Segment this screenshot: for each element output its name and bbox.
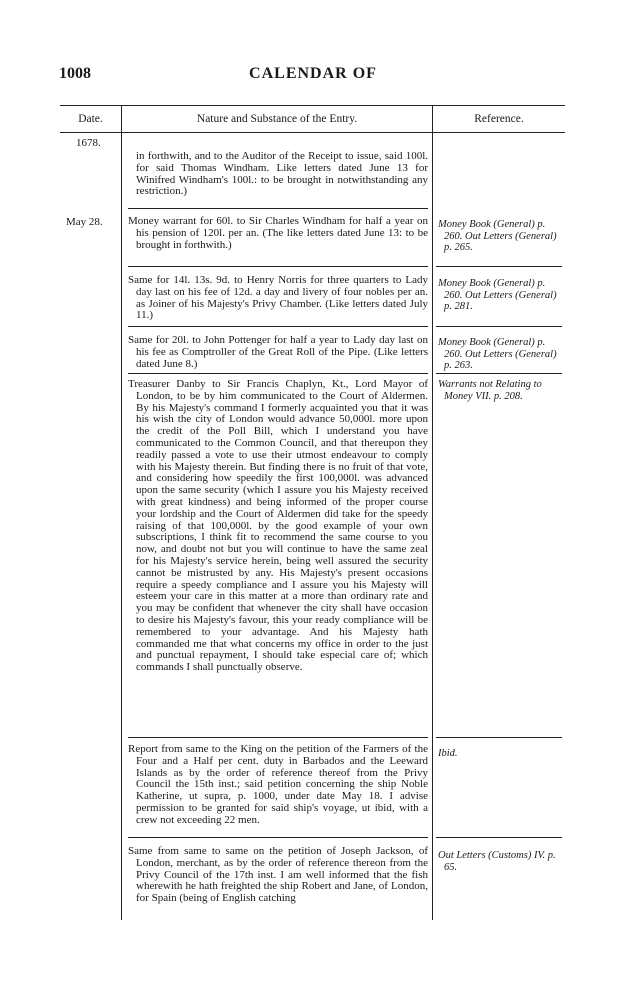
entry-text: Same for 14l. 13s. 9d. to Henry Norris for three quarters to Lady day last on his fee of 12d. a day and livery of four nobles per an. as Joiner of his Majesty's Privy Chamber. (Like letters dated July 11.) [128,274,428,322]
entry-text: Same from same to same on the petition of Joseph Jackson, of London, merchant, as by the order of reference thereon from the Privy Council of the 17th inst. I am well informed that the fish wherewith he hath freighted the ship Robert and Jane, of London, for Spain (being of English catching [128,845,428,905]
reference-divider [436,737,562,738]
page-number: 1008 [59,65,91,82]
running-title: CALENDAR OF [249,65,377,82]
reference-divider [436,326,562,327]
column-heading-nature: Nature and Substance of the Entry. [196,113,358,125]
reference-divider [436,837,562,838]
entry-date: May 28. [66,216,103,228]
column-heading-date: Date. [78,113,103,125]
entry-divider [128,373,428,374]
entry-reference: Money Book (General) p. 260. Out Letters (General) p. 265. [438,219,557,253]
entry-text: Treasurer Danby to Sir Francis Chaplyn, Kt., Lord Mayor of London, to be by him communicated to the Court of Aldermen. By his Majesty's command I formerly acquainted you that it was his wish the city of London would advance 50,000l. more upon the credit of the Poll Bill, which I understand you have communicated to the Common Council, and that thereupon they readily passed a vote to use their utmost endeavour to comply with his Majesty therein. But finding there is no fruit of that vote, and considering how speedily the first 100,000l. was advanced upon the same security (which I assure you his Majesty received with great kindness) and being informed of the proper course your lordship and the Court of Aldermen did take for the speedy raising of that 100,000l. by the good example of your own subscriptions, I think fit to recommend the same course to you now, and doubt not but you will continue to have the same zeal for his Majesty's service herein, being well assured the security cannot be mistrusted by any. His Majesty's present occasions require a speedy compliance and I assure you his Majesty will esteem your care in this matter at a more than ordinary rate and you may be confident that whenever the city shall have occasion to desire his Majesty's favour, this your ready compliance will be remembered to your advantage. And his Majesty hath commanded me that what concerns my office in order to the just and punctual repayment, I should take especial care of; which commands I shall punctually observe. [128,378,428,674]
entry-reference: Ibid. [438,748,458,759]
entry-text: Money warrant for 60l. to Sir Charles Windham for half a year on his pension of 120l. per an. (The like letters dated June 13: to be brought in forthwith.) [128,215,428,251]
entry-reference: Money Book (General) p. 260. Out Letters (General) p. 263. [438,337,557,371]
reference-divider [436,373,562,374]
year-label: 1678. [76,137,101,149]
entry-reference: Money Book (General) p. 260. Out Letters (General) p. 281. [438,278,557,312]
table-top-rule [60,105,565,106]
entry-text: in forthwith, and to the Auditor of the Receipt to issue, said 100l. for said Thomas Windham. Like letters dated June 13 for Winifred Windham's 100l.: to be brought in notwithstanding any restriction.) [136,150,428,198]
entry-text: Report from same to the King on the petition of the Farmers of the Four and a Half per cent. duty in Barbados and the Leeward Islands as by the order of reference thereof from the Privy Council the 15th inst.; said petition concerning the ship Noble Katherine, ut supra, p. 1000, under date May 18. I advise permission to be granted for said ship's voyage, ut ibid, with a crew not exceeding 22 men. [128,743,428,826]
entry-divider [128,266,428,267]
column-rule-reference [432,105,433,920]
column-heading-reference: Reference. [474,113,524,125]
reference-divider [436,266,562,267]
entry-divider [128,208,428,209]
table-header-rule [60,132,565,133]
entry-divider [128,326,428,327]
entry-reference: Out Letters (Customs) IV. p. 65. [438,850,556,873]
entry-divider [128,737,428,738]
entry-divider [128,837,428,838]
entry-text: Same for 20l. to John Pottenger for half a year to Lady day last on his fee as Comptroller of the Great Roll of the Pipe. (Like letters dated June 8.) [128,334,428,370]
column-rule-date [121,105,122,920]
entry-reference: Warrants not Relating to Money VII. p. 208. [438,379,542,402]
